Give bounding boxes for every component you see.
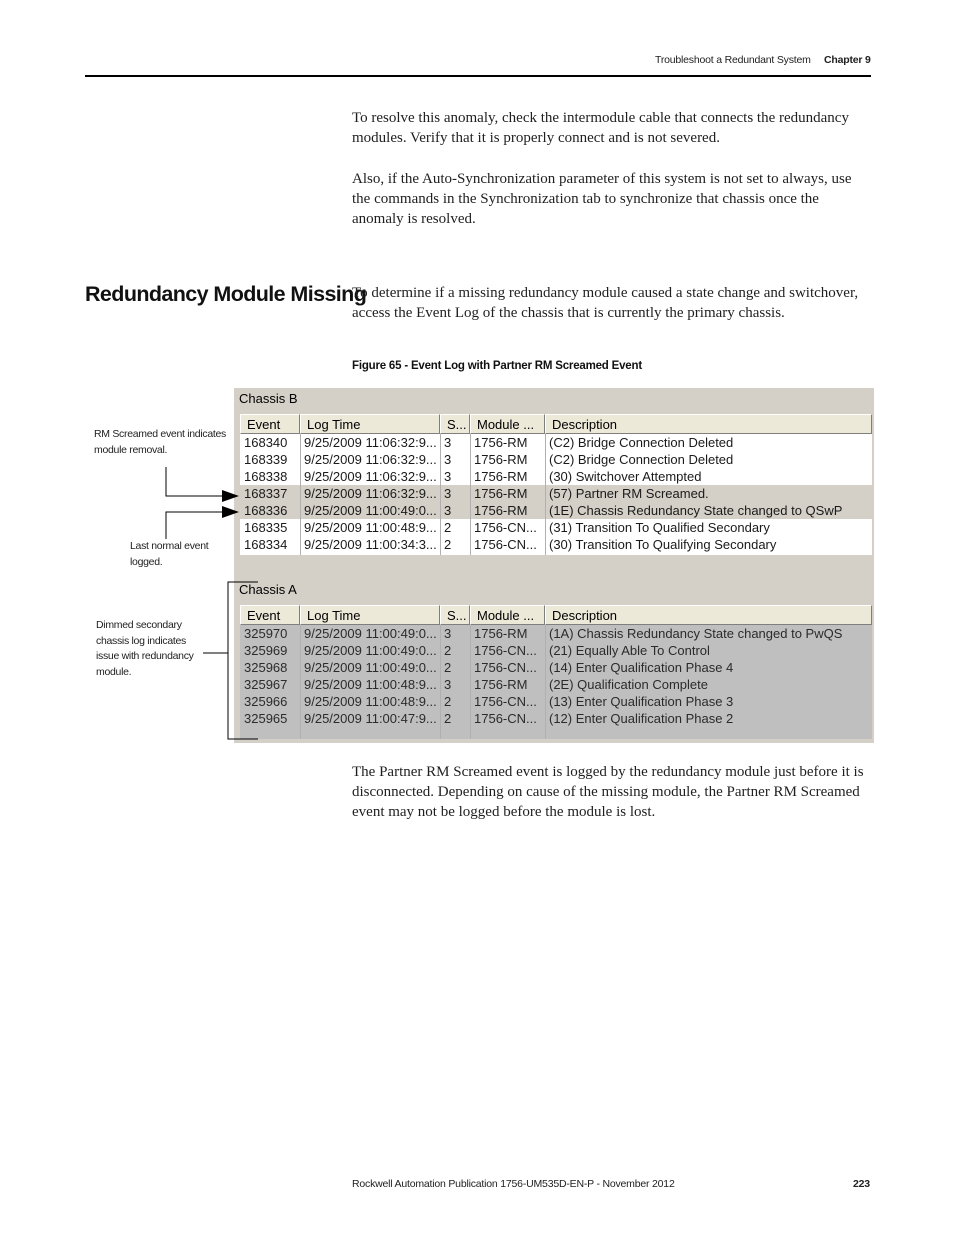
table-row[interactable]: 325968 9/25/2009 11:00:49:0... 2 1756-CN... (14) Enter Qualification Phase 4 (244, 660, 734, 675)
column-divider (300, 434, 301, 555)
column-header-description[interactable]: Description (545, 605, 872, 625)
column-divider (545, 625, 546, 739)
column-header-module[interactable]: Module ... (470, 605, 545, 625)
table-row[interactable]: 168338 9/25/2009 11:06:32:9... 3 1756-RM (30) Switchover Attempted (244, 469, 702, 484)
column-divider (470, 625, 471, 739)
event-log-screenshot (234, 388, 874, 743)
last-normal-leader-line (166, 512, 226, 539)
figure-caption: Figure 65 - Event Log with Partner RM Screamed Event (352, 360, 642, 372)
column-divider (440, 625, 441, 739)
callout-dimmed-secondary: Dimmed secondary chassis log indicates issue with redundancy module. (96, 619, 194, 678)
column-divider (545, 434, 546, 555)
column-header-description[interactable]: Description (545, 414, 872, 434)
chassis-b-column-headers (240, 414, 872, 434)
chassis-a-event-list[interactable] (240, 605, 872, 739)
running-header-chapter: Chapter 9 (824, 54, 871, 66)
footer-publication: Rockwell Automation Publication 1756-UM535D-EN-P - November 2012 (352, 1178, 675, 1190)
callout-last-normal-event: Last normal event logged. (130, 540, 209, 568)
page-number: 223 (853, 1178, 870, 1190)
column-header-log-time[interactable]: Log Time (300, 605, 440, 625)
table-row[interactable]: 168340 9/25/2009 11:06:32:9... 3 1756-RM (C2) Bridge Connection Deleted (244, 435, 734, 450)
intermodule-cable-paragraph: To resolve this anomaly, check the intermodule cable that connects the redundancy modules. Verify that it is properly connect and is not severed. (352, 110, 849, 146)
column-header-event[interactable]: Event (240, 605, 300, 625)
column-header-event[interactable]: Event (240, 414, 300, 434)
rm-screamed-leader-line (166, 467, 226, 496)
callout-rm-screamed: RM Screamed event indicates module removal. (94, 428, 226, 456)
table-row[interactable]: 325970 9/25/2009 11:00:49:0... 3 1756-RM (1A) Chassis Redundancy State changed to PwQS (244, 626, 843, 641)
missing-module-intro-paragraph: To determine if a missing redundancy module caused a state change and switchover, access the Event Log of the chassis that is currently the primary chassis. (352, 285, 859, 321)
column-header-log-time[interactable]: Log Time (300, 414, 440, 434)
table-row-last-normal-event[interactable]: 168336 9/25/2009 11:00:49:0... 3 1756-RM (1E) Chassis Redundancy State changed to QSwP (240, 502, 872, 519)
auto-synchronization-paragraph: Also, if the Auto-Synchronization parameter of this system is not set to always, use the commands in the Synchronization tab to synchronize that chassis once the anomaly is resolved. (352, 171, 852, 227)
section-heading: Redundancy Module Missing (85, 282, 367, 306)
table-row[interactable]: 168335 9/25/2009 11:00:48:9... 2 1756-CN... (31) Transition To Qualified Secondary (244, 520, 770, 535)
chassis-b-event-list[interactable] (240, 414, 872, 555)
column-header-severity[interactable]: S... (440, 414, 470, 434)
chassis-b-label: Chassis B (239, 391, 298, 406)
column-divider (300, 625, 301, 739)
table-row[interactable]: 325966 9/25/2009 11:00:48:9... 2 1756-CN... (13) Enter Qualification Phase 3 (244, 694, 734, 709)
partner-rm-screamed-paragraph: The Partner RM Screamed event is logged by the redundancy module just before it is disconnected. Depending on cause of the missing module, the Partner RM Screamed event may not be logged before the module is lost. (352, 764, 864, 820)
column-header-severity[interactable]: S... (440, 605, 470, 625)
chassis-a-column-headers (240, 605, 872, 625)
column-divider (440, 434, 441, 555)
table-row[interactable]: 325965 9/25/2009 11:00:47:9... 2 1756-CN... (12) Enter Qualification Phase 2 (244, 711, 734, 726)
table-row[interactable]: 168334 9/25/2009 11:00:34:3... 2 1756-CN... (30) Transition To Qualifying Secondary (244, 537, 777, 552)
header-rule (85, 75, 871, 77)
table-row[interactable]: 168339 9/25/2009 11:06:32:9... 3 1756-RM (C2) Bridge Connection Deleted (244, 452, 734, 467)
column-divider (470, 434, 471, 555)
table-row-partner-rm-screamed[interactable]: 168337 9/25/2009 11:06:32:9... 3 1756-RM (57) Partner RM Screamed. (240, 485, 872, 502)
chassis-a-label: Chassis A (239, 582, 297, 597)
table-row[interactable]: 325967 9/25/2009 11:00:48:9... 3 1756-RM (2E) Qualification Complete (244, 677, 708, 692)
table-row[interactable]: 325969 9/25/2009 11:00:49:0... 2 1756-CN... (21) Equally Able To Control (244, 643, 710, 658)
column-header-module[interactable]: Module ... (470, 414, 545, 434)
running-header-section: Troubleshoot a Redundant System (655, 54, 811, 66)
